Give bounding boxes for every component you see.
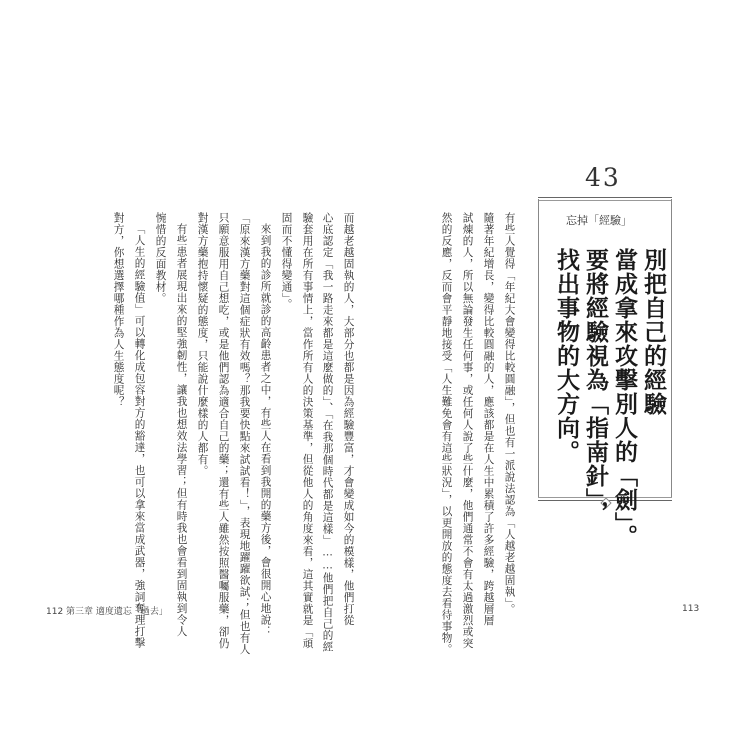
left-page-footer: 112 第三章 適度遺忘「過去」 (46, 607, 168, 617)
chapter-frame-left-rule (538, 199, 539, 497)
body-column: 然的反應，反而會平靜地接受「人生難免會有這些狀況」，以更開放的態度去看待事物。 (440, 212, 453, 656)
headline-line: 要將經驗視為「指南針」， (582, 248, 608, 525)
body-column: 心底認定「我一路走來都是這麼做的」、「在我那個時代都是這樣」……他們把自己的經 (321, 212, 334, 653)
headline-line: 當成拿來攻擊別人的「劍」。 (611, 248, 637, 549)
headline-line: 別把自己的經驗 (640, 248, 666, 416)
chapter-number: 43 (585, 163, 621, 192)
body-column: 「原來漢方藥對這個症狀有效嗎？那我要快點來試試看！」，表現地躍躍欲試；但也有人 (238, 212, 251, 656)
body-column: 驗套用在所有事情上，當作所有人的決策基準，但從他人的角度來看，這其實就是「頑 (301, 212, 314, 649)
headline-line: 找出事物的大方向。 (553, 248, 579, 464)
body-column: 隨著年紀增長，變得比較圓融的人，應該都是在人生中累積了許多經驗，跨越層層 (482, 212, 495, 626)
body-column: 惋惜的反面教材。 (154, 212, 167, 304)
body-column: 只願意服用自己想吃，或是他們認為適合自己的藥；還有些人雖然按照醫囑服藥，卻仍 (217, 212, 230, 649)
body-column: 而越老越固執的人，大部分也都是因為經驗豐富，才會變成如今的模樣，他們打從 (342, 212, 355, 626)
body-column: 對漢方藥抱持懷疑的態度，只能說什麼樣的人都有。 (196, 212, 209, 477)
chapter-frame-top-rule (538, 197, 672, 201)
chapter-frame-right-rule (671, 199, 672, 497)
body-column: 來到我的診所就診的高齡患者之中，有些人在看到我開的藥方後，會很開心地說： (259, 223, 272, 637)
body-column: 固而不懂得變通」。 (280, 212, 293, 311)
right-page-number: 113 (682, 604, 700, 614)
body-column: 「人生的經驗值」可以轉化成包容對方的豁達，也可以拿來當成武器，強詞奪理打擊 (133, 223, 146, 649)
chapter-title: 忘掉「經驗」 (566, 214, 632, 227)
body-column: 有些人覺得「年紀大會變得比較圓融」，但也有一派說法認為「人越老越固執」。 (503, 212, 516, 616)
body-column: 對方，你想選擇哪種作為人生態度呢？ (112, 212, 125, 408)
body-column: 試煉的人，所以無論發生任何事，或任何人說了些什麼，他們通常不會有太過激烈或突 (461, 212, 474, 649)
body-column: 有些患者展現出來的堅強韌性，讓我也想效法學習；但有時我也會看到固執到令人 (175, 223, 188, 637)
